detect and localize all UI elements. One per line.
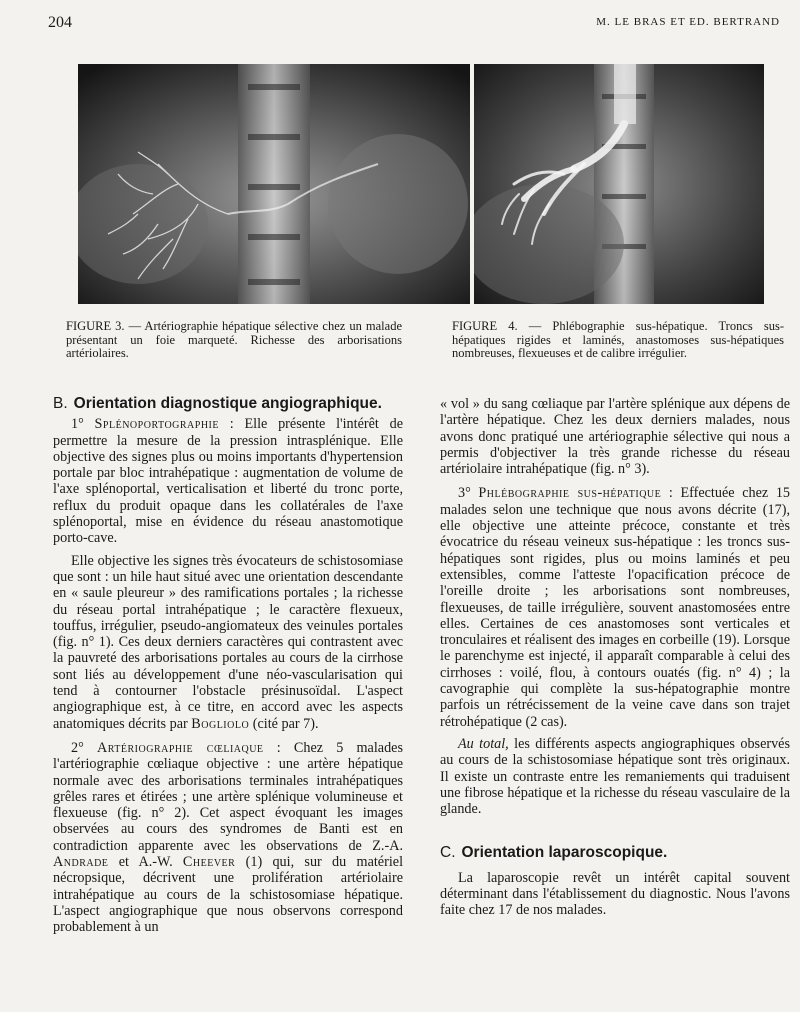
- paragraph-text: Elle objective les signes très évocateurs de schistosomiase que sont : un hile haut situé avec une orientation descendante en « saule pleureur » des ramifications portales ; la richesse du réseau portal intrahépatique ; le caractère flexueux, touffus, irrégulier, pseudo-angiomateux des veinules portales (fig. n° 1). Ces deux derniers caractères qui contrastent avec la pauvreté des arborisations portales au cours de la cirrhose sont liés au développement d'une néo-vascularisation qui tend à contourner l'obstacle présinusoïdal. L'aspect angiographique est, à ce titre, en accord avec les aspects anatomiques décrits par: [53, 552, 403, 732]
- item-number: 1°: [71, 416, 84, 433]
- left-column: [53, 396, 403, 942]
- section-c-heading: [440, 845, 790, 861]
- right-column: [440, 396, 790, 925]
- item-number: 3°: [458, 485, 471, 502]
- item-lead: Splénoportographie: [94, 416, 219, 433]
- paragraph-laparoscopy: La laparoscopie revêt un intérêt capital souvent déterminant dans l'établissement du diagnostic. Nous l'avons faite chez 17 de nos malades.: [440, 869, 790, 919]
- paragraph-text: : Effectuée chez 15 malades selon une technique que nous avons décrite (17), elle objective une atteinte précoce, constante et très évocatrice du réseau veineux sus-hépatique : les troncs sus-hépatiques sont rigides, plus ou moins laminés et peu extensibles, comme l'atteste l'opacification précoce de l'oreille droite ; les arborisations sont nombreuses, flexueuses, de taille irrégulière, souvent anastomosées entre elles. Certaines de ces anastomoses sont verticales et tronculaires et réalisent des images en corbeille (19). Lorsque le parenchyme est injecté, il apparaît comparable à celui des cirrhoses : voilé, flou, à contours ouatés (fig. n° 4) ; la cavographie qui complète la sus-hépatographie montre parfois un rétrécissement de la veine cave dans son trajet rétrohépatique (2 cas).: [440, 485, 791, 730]
- paragraph-text: les différents aspects angiographiques observés au cours de la schistosomiase hépatique sont très originaux. Il existe un contraste entre les remaniements qui traduisent une fibrose hépatique et la richesse du réseau vasculaire de la glande.: [440, 735, 791, 818]
- figure-3-image: [78, 64, 470, 304]
- item-number: 2°: [71, 739, 84, 756]
- paragraph-text: : Elle présente l'intérêt de permettre la mesure de la pression intrasplénique. Elle objective des signes plus ou moins importants d'hypertension portale par bloc intrahépatique : augmentation de volume de l'axe splénoportal, verticalisation et liberté du tronc porte, reflux du produit opaque dans les collatérales de l'axe splénoportal, mise en évidence du réseau anastomotique porto-cave.: [53, 416, 403, 547]
- figure-4-caption: FIGURE 4. — Phlébographie sus-hépatique. Troncs sus-hépatiques rigides et laminés, anastomoses sus-hépatiques nombreuses, flexueuses et de calibre irrégulier.: [452, 319, 784, 360]
- figure-3-xray: [78, 64, 470, 304]
- figure-4-image: [474, 64, 764, 304]
- author-name: Andrade: [53, 854, 109, 871]
- paragraph-text: : Chez 5 malades l'artériographie cœliaque objective : une artère hépatique normale avec des arborisations terminales intrahépatiques grêles rares et étirées ; une artère splénique volumineuse et flexueuse (fig. n° 2). Cet aspect évoquant les images observées au cours des syndromes de Banti est en contradiction apparente avec les observations de Z.-A.: [53, 739, 404, 854]
- paragraph-vol-sang: « vol » du sang cœliaque par l'artère splénique aux dépens de l'artère hépatique. Chez les deux derniers malades, nous avons donc pratiqué une artériographie sélective qui nous a permis d'objectiver la très grande richesse du réseau artériolaire intrahépatique (fig. n° 3).: [440, 396, 790, 478]
- item-lead: Au total,: [458, 735, 509, 752]
- page-number: 204: [48, 14, 72, 31]
- paragraph-text: et A.-W.: [118, 854, 173, 871]
- section-b-title: Orientation diagnostique angiographique.: [73, 395, 382, 412]
- section-b-letter: B.: [53, 395, 68, 412]
- section-b-heading: [53, 396, 403, 412]
- paragraph-text: (cité par 7).: [252, 715, 319, 732]
- item-lead: Artériographie cœliaque: [96, 739, 264, 756]
- paragraph-coeliac-arteriography: [53, 740, 403, 936]
- author-name: Bogliolo: [191, 715, 250, 732]
- section-c-letter: C.: [440, 844, 456, 862]
- paragraph-au-total: [440, 736, 790, 817]
- running-head: M. LE BRAS ET ED. BERTRAND: [596, 16, 780, 28]
- author-name: Cheever: [182, 854, 236, 871]
- figure-3-caption: FIGURE 3. — Artériographie hépatique sélective chez un malade présentant un foie marqueté. Richesse des arborisations artériolaires.: [66, 319, 402, 360]
- paragraph-schistosomiasis-signs: [53, 553, 403, 732]
- paragraph-splenoportography: [53, 416, 403, 546]
- figure-4-xray: [474, 64, 764, 304]
- section-c-title: Orientation laparoscopique.: [461, 844, 668, 862]
- item-lead: Phlébographie sus-hépatique: [478, 485, 662, 502]
- paragraph-text: (1) qui, sur du matériel nécropsique, décrivent une prolifération artériolaire intrahépatique au cours de la schistosomiase hépatique. L'aspect angiographique que nous observons correspond probablement à un: [53, 854, 404, 936]
- paragraph-hepatic-venography: [440, 485, 790, 729]
